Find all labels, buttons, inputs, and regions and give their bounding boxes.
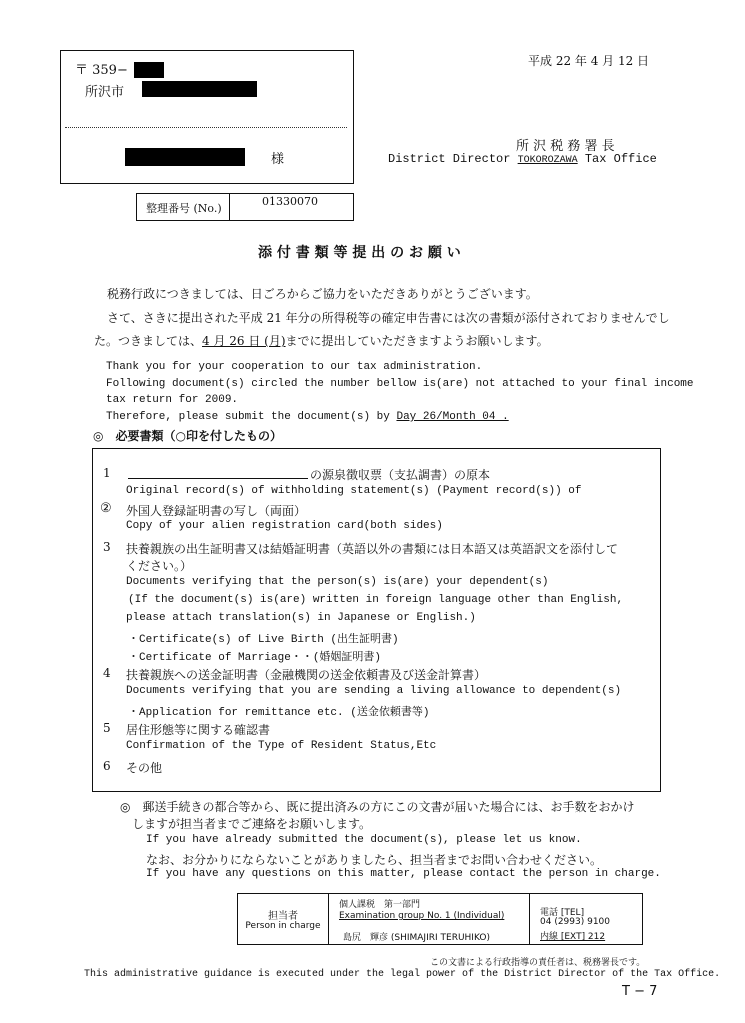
intro-en-line3: tax return for 2009. xyxy=(106,394,239,406)
item-3-en-line1: Documents verifying that the person(s) is(are) your dependent(s) xyxy=(126,576,549,588)
reference-divider xyxy=(229,194,230,220)
contact-dept: 個人課税 第一部門 xyxy=(339,900,421,910)
contact-phone-cell xyxy=(530,894,642,944)
reference-value: 01330070 xyxy=(262,195,318,208)
issue-date: 平成 22 年 4 月 12 日 xyxy=(528,54,650,68)
footer-en: This administrative guidance is executed under the legal power of the District Director of the Tax Office. xyxy=(84,969,721,980)
item-1-number: 1 xyxy=(103,466,111,480)
redacted-postal xyxy=(134,62,164,78)
intro-jp-line3 xyxy=(94,332,549,349)
item-4-jp: 扶養親族への送金証明書（金融機関の送金依頼書及び送金計算書） xyxy=(126,668,487,682)
intro-en-line1: Thank you for your cooperation to our tax administration. xyxy=(106,361,483,373)
item-3-en-line5: ・Certificate of Marriage・・(婚姻証明書) xyxy=(128,652,382,664)
contact-table xyxy=(237,893,643,945)
item-2-en: Copy of your alien registration card(both sides) xyxy=(126,520,443,532)
postal-code: 〒 359− xyxy=(75,63,128,78)
item-5-en: Confirmation of the Type of Resident Status,Etc xyxy=(126,740,437,752)
redacted-address xyxy=(142,81,257,97)
contact-label-cell xyxy=(238,894,329,944)
item-3-en-line4: ・Certificate(s) of Live Birth (出生証明書) xyxy=(128,634,399,646)
footer-jp: この文書による行政指導の責任者は、税務署長です。 xyxy=(430,958,646,968)
intro-jp-line3-pre: た。つきましては、 xyxy=(94,334,203,348)
note-line3: If you have already submitted the document(s), please let us know. xyxy=(146,834,582,846)
item-3-jp-line1: 扶養親族の出生証明書又は結婚証明書（英語以外の書類には日本語又は英語訳文を添付して xyxy=(126,542,619,556)
item-2-jp: 外国人登録証明書の写し（両面） xyxy=(126,504,307,518)
intro-jp-line1: 税務行政につきましては、日ごろからご協力をいただきありがとうございます。 xyxy=(107,287,538,301)
item-3-number: 3 xyxy=(103,540,111,554)
item-1-jp: の源泉徴収票（支払調書）の原本 xyxy=(310,468,491,482)
note-line5: If you have any questions on this matter, please contact the person in charge. xyxy=(146,868,661,880)
contact-group: Examination group No. 1 (Individual) xyxy=(339,911,505,921)
intro-en-line2: Following document(s) circled the number bellow is(are) not attached to your final income xyxy=(106,378,694,390)
contact-ext: 内線 [EXT] 212 xyxy=(540,932,606,942)
item-1-en: Original record(s) of withholding statement(s) (Payment record(s)) of xyxy=(126,485,582,497)
contact-detail-cell xyxy=(329,894,530,944)
item-4-number: 4 xyxy=(103,666,111,680)
item-6-jp: その他 xyxy=(126,761,163,775)
intro-jp-line3-post: までに提出していただきますようお願いします。 xyxy=(285,334,549,348)
contact-label-jp: 担当者 xyxy=(268,911,298,922)
item-4-en-line2: ・Application for remittance etc. (送金依頼書等) xyxy=(128,707,430,719)
page-title: 添 付 書 類 等 提 出 の お 願 い xyxy=(258,245,461,261)
required-documents-title: ◎ 必要書類（○印を付したもの） xyxy=(93,429,282,443)
sender-city: TOKOROZAWA xyxy=(517,155,578,166)
note-line4: なお、お分かりにならないことがありましたら、担当者までお問い合わせください。 xyxy=(146,853,603,867)
address-city: 所沢市 xyxy=(85,85,125,100)
note-line1: ◎ 郵送手続きの都合等から、既に提出済みの方にこの文書が届いた場合には、お手数をおかけ xyxy=(120,800,635,814)
item-2-number: ② xyxy=(100,501,112,516)
item-3-en-line3: please attach translation(s) in Japanese or English.) xyxy=(126,612,476,624)
item-6-number: 6 xyxy=(103,759,111,773)
intro-en-line4-pre: Therefore, please submit the document(s) by xyxy=(106,411,390,423)
sender-title-en xyxy=(388,152,657,166)
item-5-jp: 居住形態等に関する確認書 xyxy=(126,723,271,737)
contact-person: 島尻 輝彦 (SHIMAJIRI TERUHIKO) xyxy=(343,933,490,943)
sender-title-jp: 所 沢 税 務 署 長 xyxy=(516,139,615,154)
deadline-jp: 4 月 26 日 (月) xyxy=(202,334,286,348)
page-code: T − 7 xyxy=(622,984,658,999)
item-3-jp-line2: ください。） xyxy=(126,559,193,573)
intro-jp-line2: さて、さきに提出された平成 21 年分の所得税等の確定申告書には次の書類が添付されておりませんでし xyxy=(107,311,670,325)
item-5-number: 5 xyxy=(103,721,111,735)
contact-tel-number: 04 (2993) 9100 xyxy=(540,917,611,927)
address-divider xyxy=(65,127,347,128)
sender-prefix: District Director xyxy=(388,152,511,166)
addressee-honorific: 様 xyxy=(271,152,285,167)
sender-suffix: Tax Office xyxy=(584,152,657,166)
item-4-en-line1: Documents verifying that you are sending a living allowance to dependent(s) xyxy=(126,685,622,697)
reference-label: 整理番号 (No.) xyxy=(146,202,222,215)
item-3-en-line2: (If the document(s) is(are) written in foreign language other than English, xyxy=(128,594,624,606)
reference-box xyxy=(136,193,354,221)
intro-en-line4 xyxy=(106,411,509,423)
deadline-en: Day 26/Month 04 . xyxy=(396,411,509,423)
item-1-blank xyxy=(128,478,308,479)
contact-label-en: Person in charge xyxy=(245,921,321,931)
redacted-name xyxy=(125,148,245,166)
note-line2: しますが担当者までご連絡をお願いします。 xyxy=(132,817,372,831)
contact-tel-label: 電話 [TEL] xyxy=(540,908,585,918)
